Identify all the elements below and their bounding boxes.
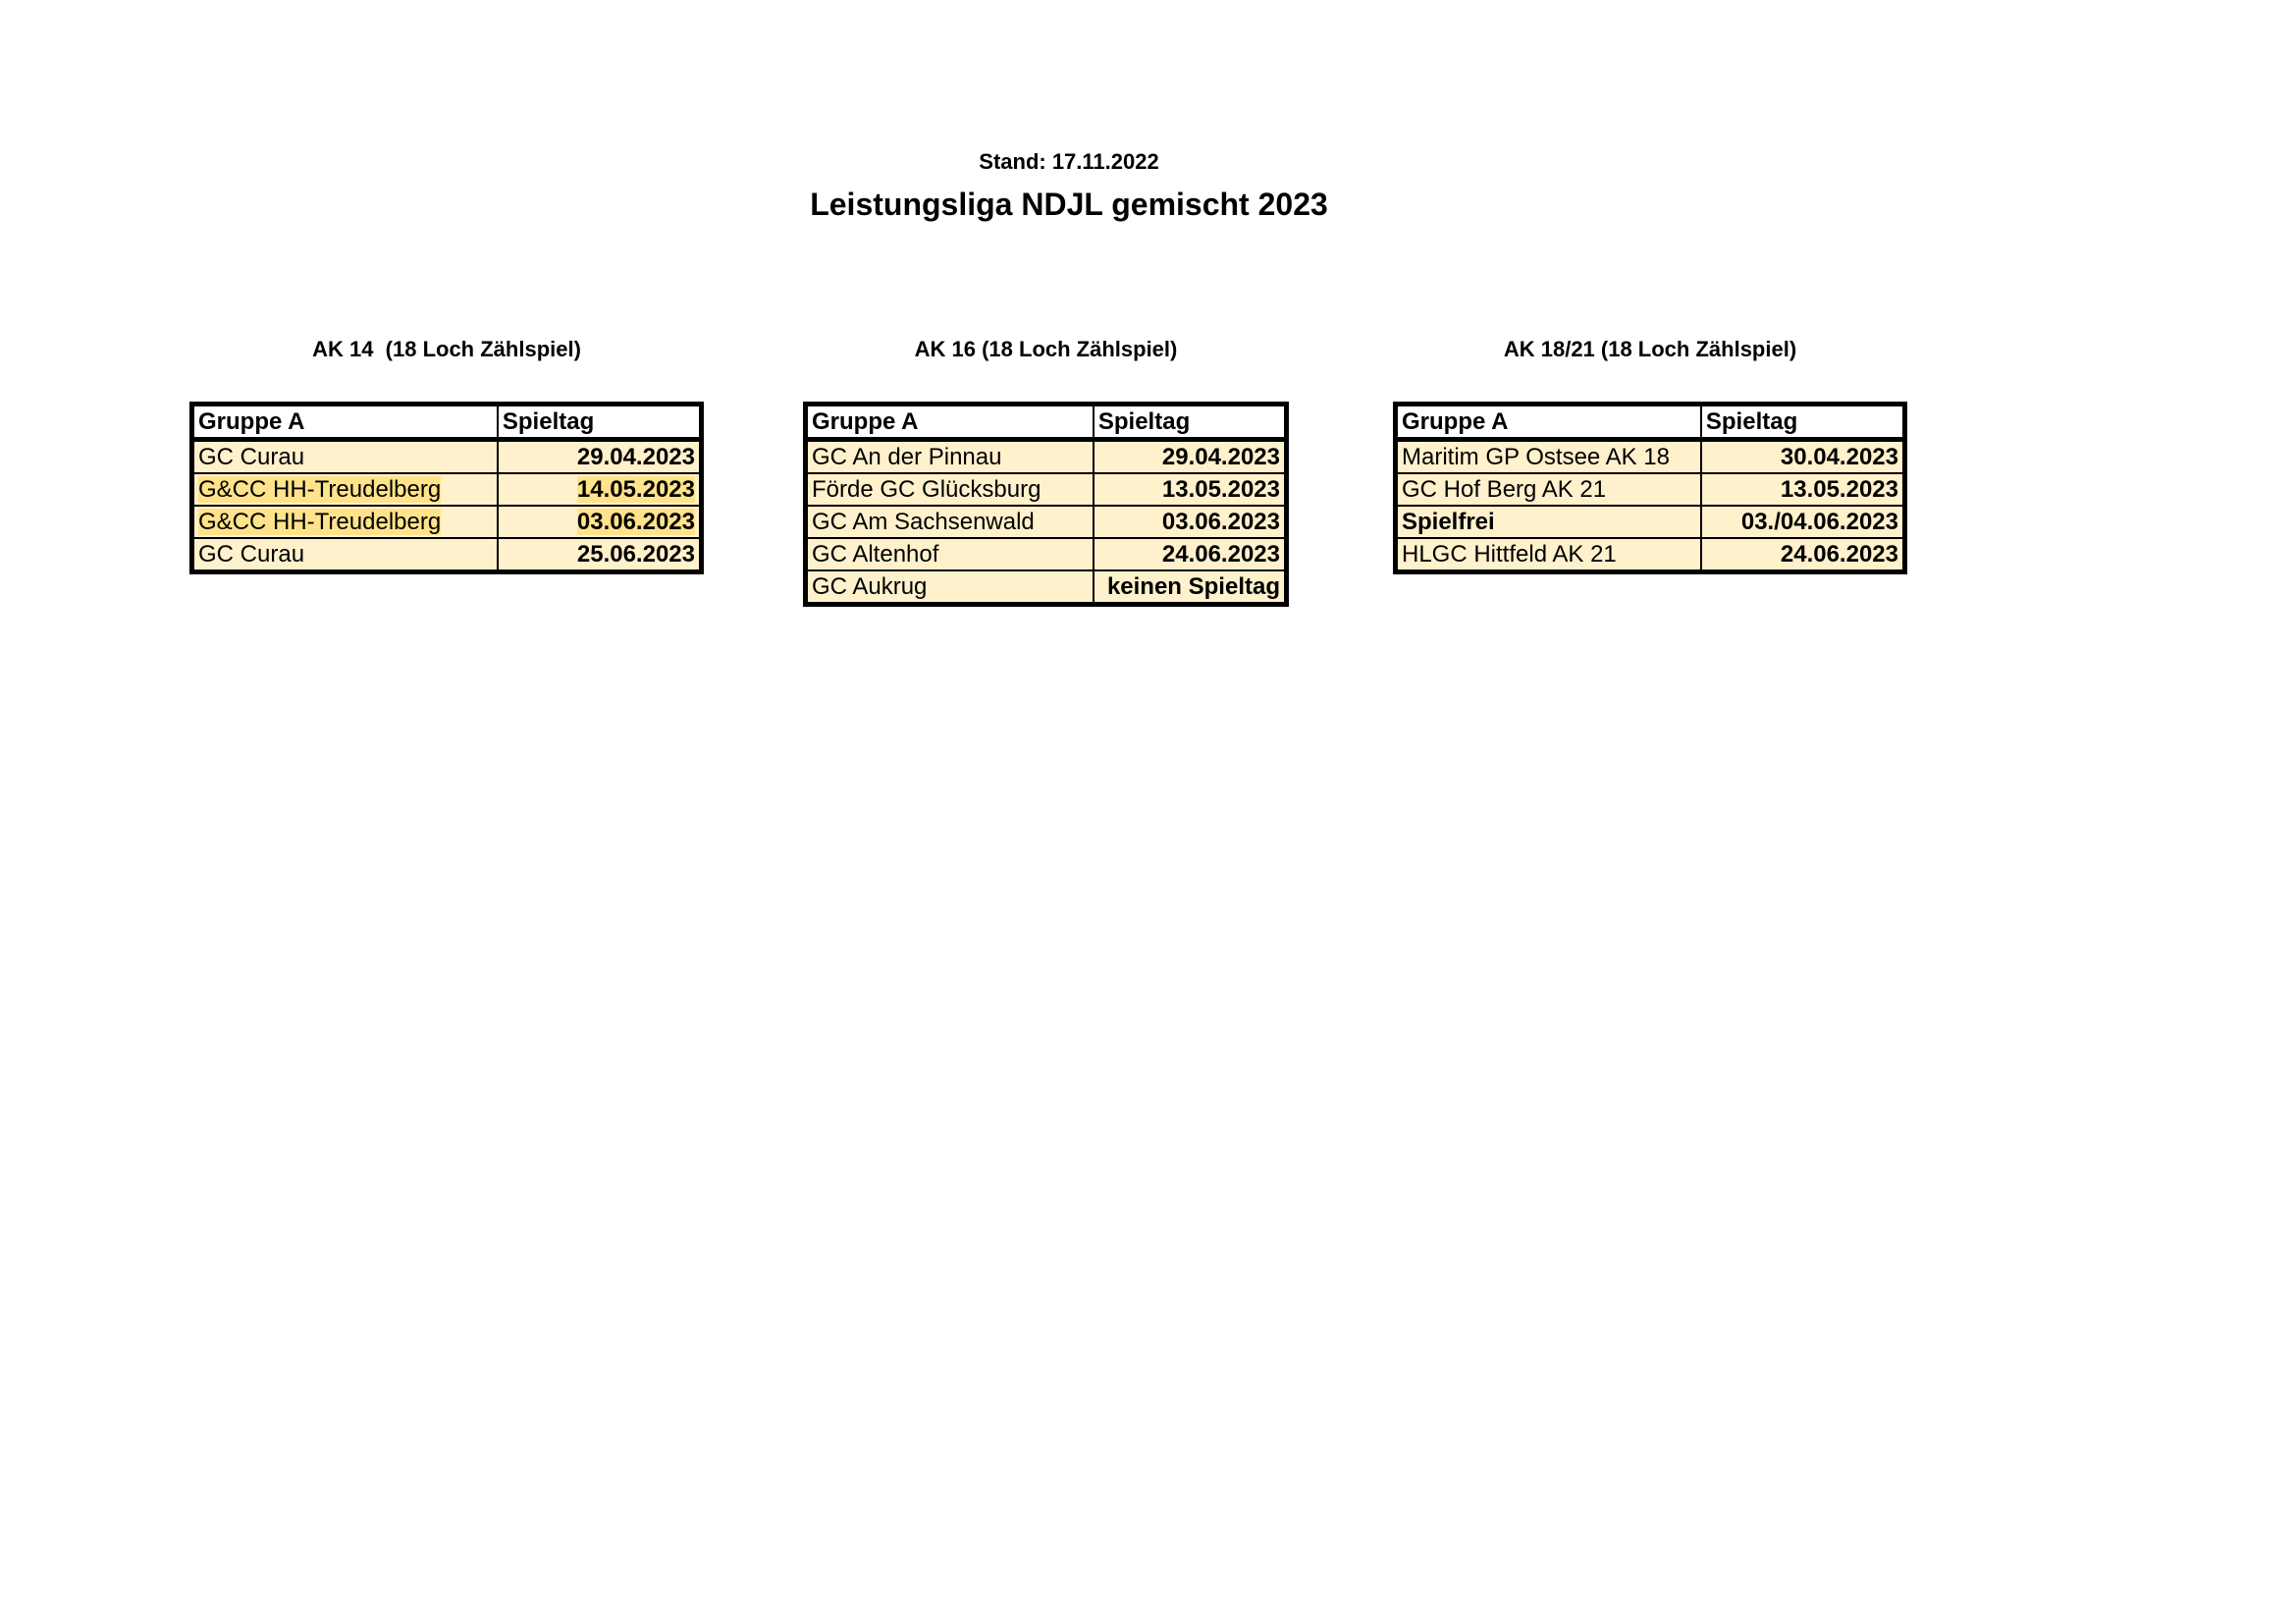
match-date-highlighted: 14.05.2023 <box>576 476 695 503</box>
table-row <box>806 506 1287 538</box>
column-header-date: Spieltag <box>498 405 702 440</box>
team-cell: GC Am Sachsenwald <box>806 506 1094 538</box>
date-cell <box>498 440 702 474</box>
date-cell: 03./04.06.2023 <box>1701 506 1905 538</box>
team-cell: GC Aukrug <box>806 570 1094 605</box>
table-row <box>806 570 1287 605</box>
team-cell: GC Altenhof <box>806 538 1094 570</box>
section-heading-ak18-21: AK 18/21 (18 Loch Zählspiel) <box>1503 337 1797 361</box>
schedule-table-ak18-21 <box>1393 402 1907 574</box>
page-title: Leistungsliga NDJL gemischt 2023 <box>810 187 1328 222</box>
team-cell: Förde GC Glücksburg <box>806 473 1094 506</box>
team-cell <box>192 506 498 538</box>
table-row <box>192 506 702 538</box>
schedule-table-ak14 <box>189 402 704 574</box>
team-cell <box>192 440 498 474</box>
schedule-table-ak16 <box>803 402 1289 607</box>
table-row <box>1396 538 1905 572</box>
table-row <box>1396 473 1905 506</box>
date-cell <box>498 473 702 506</box>
date-cell: 29.04.2023 <box>1094 440 1287 474</box>
team-cell <box>192 473 498 506</box>
team-name: GC Curau <box>198 541 305 568</box>
column-header-date: Spieltag <box>1701 405 1905 440</box>
table-row <box>806 473 1287 506</box>
column-header-group: Gruppe A <box>806 405 1094 440</box>
date-cell: 03.06.2023 <box>1094 506 1287 538</box>
section-heading-ak14: AK 14 (18 Loch Zählspiel) <box>312 337 581 361</box>
column-header-group: Gruppe A <box>192 405 498 440</box>
team-cell: Maritim GP Ostsee AK 18 <box>1396 440 1701 474</box>
table-header-row <box>806 405 1287 440</box>
team-name-highlighted: G&CC HH-Treudelberg <box>198 509 442 535</box>
match-date-highlighted: 03.06.2023 <box>576 509 695 535</box>
date-cell: 13.05.2023 <box>1701 473 1905 506</box>
date-cell: 13.05.2023 <box>1094 473 1287 506</box>
table-row <box>1396 506 1905 538</box>
match-date: 25.06.2023 <box>576 541 695 568</box>
section-heading-ak16: AK 16 (18 Loch Zählspiel) <box>914 337 1178 361</box>
table-header-row <box>192 405 702 440</box>
table-row <box>192 473 702 506</box>
team-cell <box>192 538 498 572</box>
table-row <box>1396 440 1905 474</box>
team-cell: GC An der Pinnau <box>806 440 1094 474</box>
date-cell <box>498 506 702 538</box>
stand-date: Stand: 17.11.2022 <box>979 149 1159 174</box>
match-date: 29.04.2023 <box>576 444 695 470</box>
table-row <box>806 440 1287 474</box>
team-cell: Spielfrei <box>1396 506 1701 538</box>
table-row <box>192 538 702 572</box>
column-header-date: Spieltag <box>1094 405 1287 440</box>
team-cell: GC Hof Berg AK 21 <box>1396 473 1701 506</box>
table-row <box>806 538 1287 570</box>
date-cell: keinen Spieltag <box>1094 570 1287 605</box>
date-cell: 24.06.2023 <box>1094 538 1287 570</box>
date-cell: 24.06.2023 <box>1701 538 1905 572</box>
date-cell: 30.04.2023 <box>1701 440 1905 474</box>
table-row <box>192 440 702 474</box>
table-header-row <box>1396 405 1905 440</box>
team-name-highlighted: G&CC HH-Treudelberg <box>198 476 442 503</box>
team-cell: HLGC Hittfeld AK 21 <box>1396 538 1701 572</box>
column-header-group: Gruppe A <box>1396 405 1701 440</box>
team-name: GC Curau <box>198 444 305 470</box>
date-cell <box>498 538 702 572</box>
